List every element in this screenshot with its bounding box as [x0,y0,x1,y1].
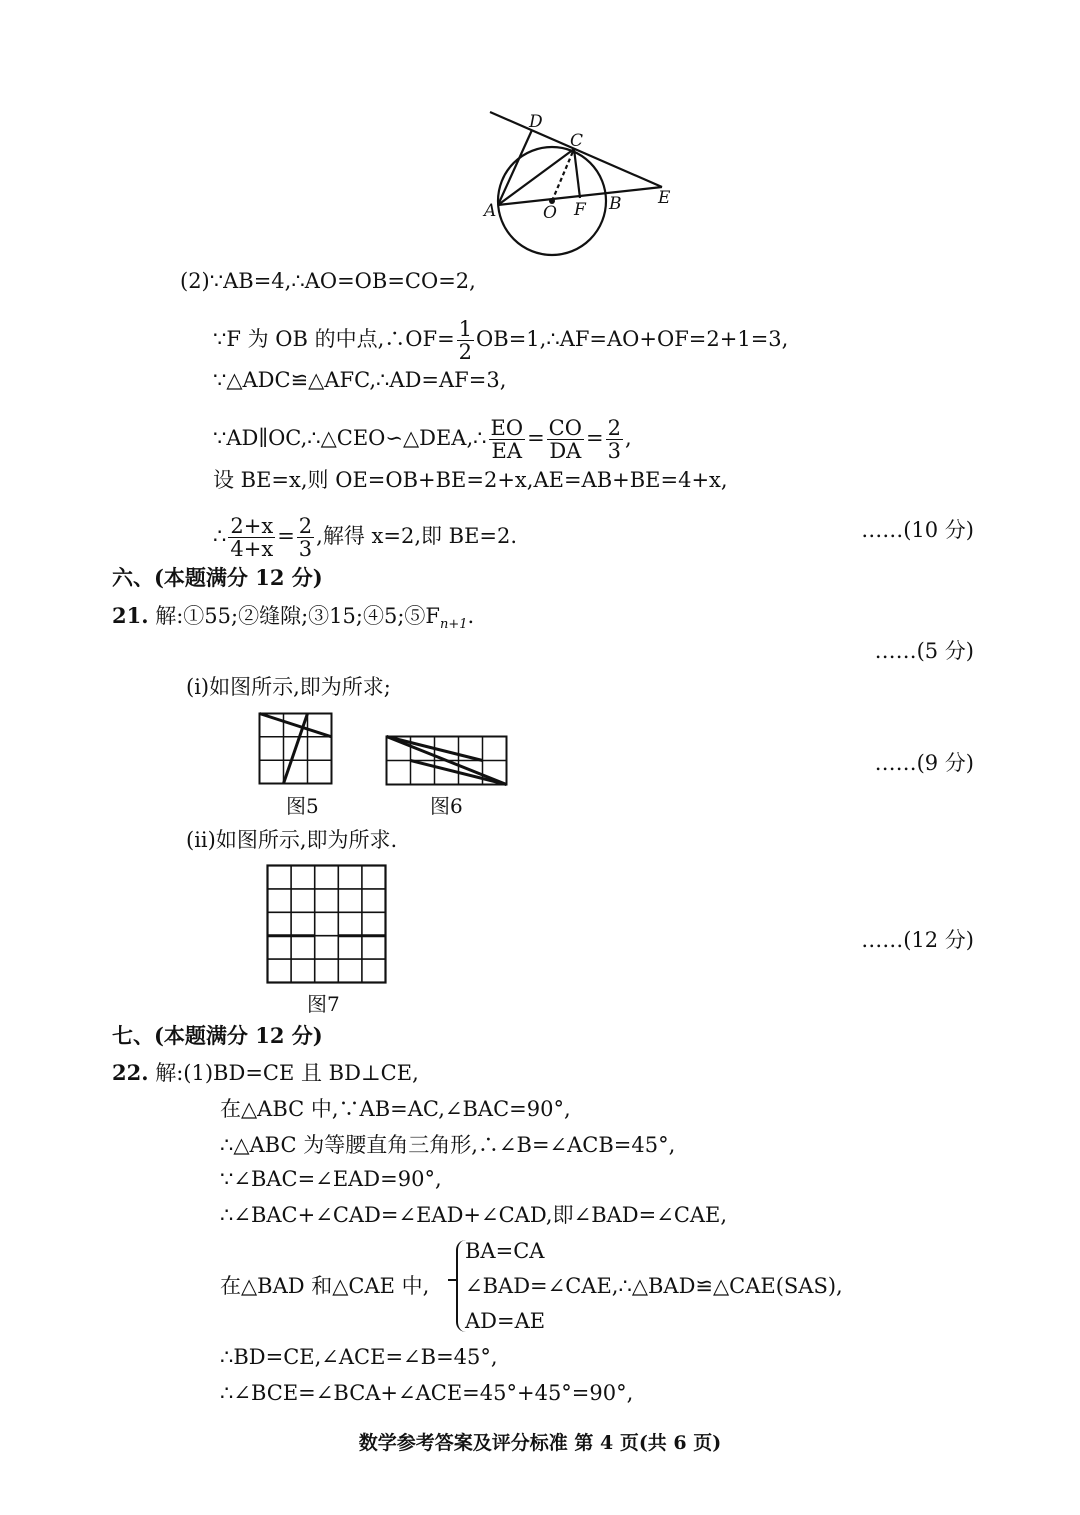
section7-heading: 七、(本题满分 12 分) [112,1023,323,1048]
q22-text: 解:(1)BD=CE 且 BD⊥CE, [155,1061,419,1085]
label-o: O [543,203,557,223]
part-i-text: (i)如图所示,即为所求; [186,675,391,699]
q22-line6: ∴∠BCE=∠BCA+∠ACE=45°+45°=90°, [220,1381,634,1405]
figure-6-grid [385,735,508,786]
circle-geometry-figure [470,100,700,265]
equals-sign: = [277,524,295,548]
label-b: B [609,194,622,214]
label-c: C [570,131,584,151]
fraction-two-thirds [297,515,314,560]
figure-5-grid [258,712,334,786]
score-5: ……(5 分) [874,639,974,663]
q22-line1: 在△ABC 中,∵AB=AC,∠BAC=90°, [220,1097,571,1121]
system-row-2 [465,1271,843,1301]
part2-line3: ∵△ADC≌△AFC,∴AD=AF=3, [213,368,507,392]
q21-line [112,601,474,640]
fraction-co-da [547,417,584,462]
part2-line4-a: ∵AD∥OC,∴△CEO∽△DEA,∴ [213,426,487,450]
q22-line [112,1058,419,1088]
part2-line5: 设 BE=x,则 OE=OB+BE=2+x,AE=AB+BE=4+x, [213,468,728,492]
q21-end: . [467,604,475,628]
q22-line4: ∴∠BAC+∠CAD=∠EAD+∠CAD,即∠BAD=∠CAE, [220,1203,728,1227]
brace-tip [448,1279,458,1281]
therefore: ∴ [213,524,227,548]
q21-subscript: n+1 [440,617,468,633]
part2-line4 [213,417,632,462]
frac-num: 2 [298,514,313,538]
label-e: E [658,188,671,208]
figure-7-label: 图7 [307,992,340,1016]
frac-den: DA [549,439,582,463]
label-a: A [484,201,497,221]
system-prefix: 在△BAD 和△CAE 中, [220,1274,430,1298]
label-d: D [529,112,543,132]
segment-ac [498,149,574,205]
segment-cf [574,149,580,198]
part2-line6-b: ,解得 x=2,即 BE=2. [316,524,518,548]
fraction-two-thirds [606,417,623,462]
figure-5-label: 图5 [286,794,319,818]
frac-den: 3 [298,537,313,561]
equals-sign: = [527,426,545,450]
frac-num: CO [548,416,582,440]
frac-num: 2 [607,416,621,440]
q22-line3: ∵∠BAC=∠EAD=90°, [220,1167,442,1191]
fraction-2x-4x [228,515,275,560]
system-row-1: BA=CA [465,1239,545,1263]
page-footer: 数学参考答案及评分标准 第 4 页(共 6 页) [358,1432,722,1454]
label-f: F [574,200,586,220]
q22-number: 22. [112,1060,149,1085]
comma: , [624,426,632,450]
section6-heading: 六、(本题满分 12 分) [112,565,323,590]
fraction-eo-ea [489,417,526,462]
q22-line5: ∴BD=CE,∠ACE=∠B=45°, [220,1345,498,1369]
q21-number: 21. [112,603,149,628]
frac-den: EA [491,439,523,463]
figure-7-grid [266,864,387,984]
system-conclusion: ,∴△BAD≌△CAE(SAS), [611,1274,843,1298]
score-9: ……(9 分) [874,751,974,775]
part2-line2-b: OB=1,∴AF=AO+OF=2+1=3, [476,327,789,351]
part2-line2-a: ∵F 为 OB 的中点,∴OF= [213,327,455,351]
q22-line2: ∴△ABC 为等腰直角三角形,∴∠B=∠ACB=45°, [220,1133,676,1157]
q21-text: 解:①55;②缝隙;③15;④5;⑤F [155,604,440,628]
frac-den: 4+x [230,537,274,561]
frac-num: 2+x [230,514,274,538]
frac-den: 3 [607,439,621,463]
frac-num: 1 [458,317,473,341]
fraction-one-half [457,318,474,363]
system-row-2-eq: ∠BAD=∠CAE [465,1274,612,1298]
system-row-3: AD=AE [465,1309,546,1333]
frac-den: 2 [458,340,473,364]
figure-6-label: 图6 [430,794,463,818]
score-10: ……(10 分) [861,518,974,542]
part2-line6 [213,515,517,560]
equals-sign: = [585,426,604,450]
part-ii-text: (ii)如图所示,即为所求. [186,828,398,852]
part2-line2 [213,318,788,363]
frac-num: EO [490,416,524,440]
part2-line1: (2)∵AB=4,∴AO=OB=CO=2, [180,269,476,293]
score-12: ……(12 分) [861,928,974,952]
